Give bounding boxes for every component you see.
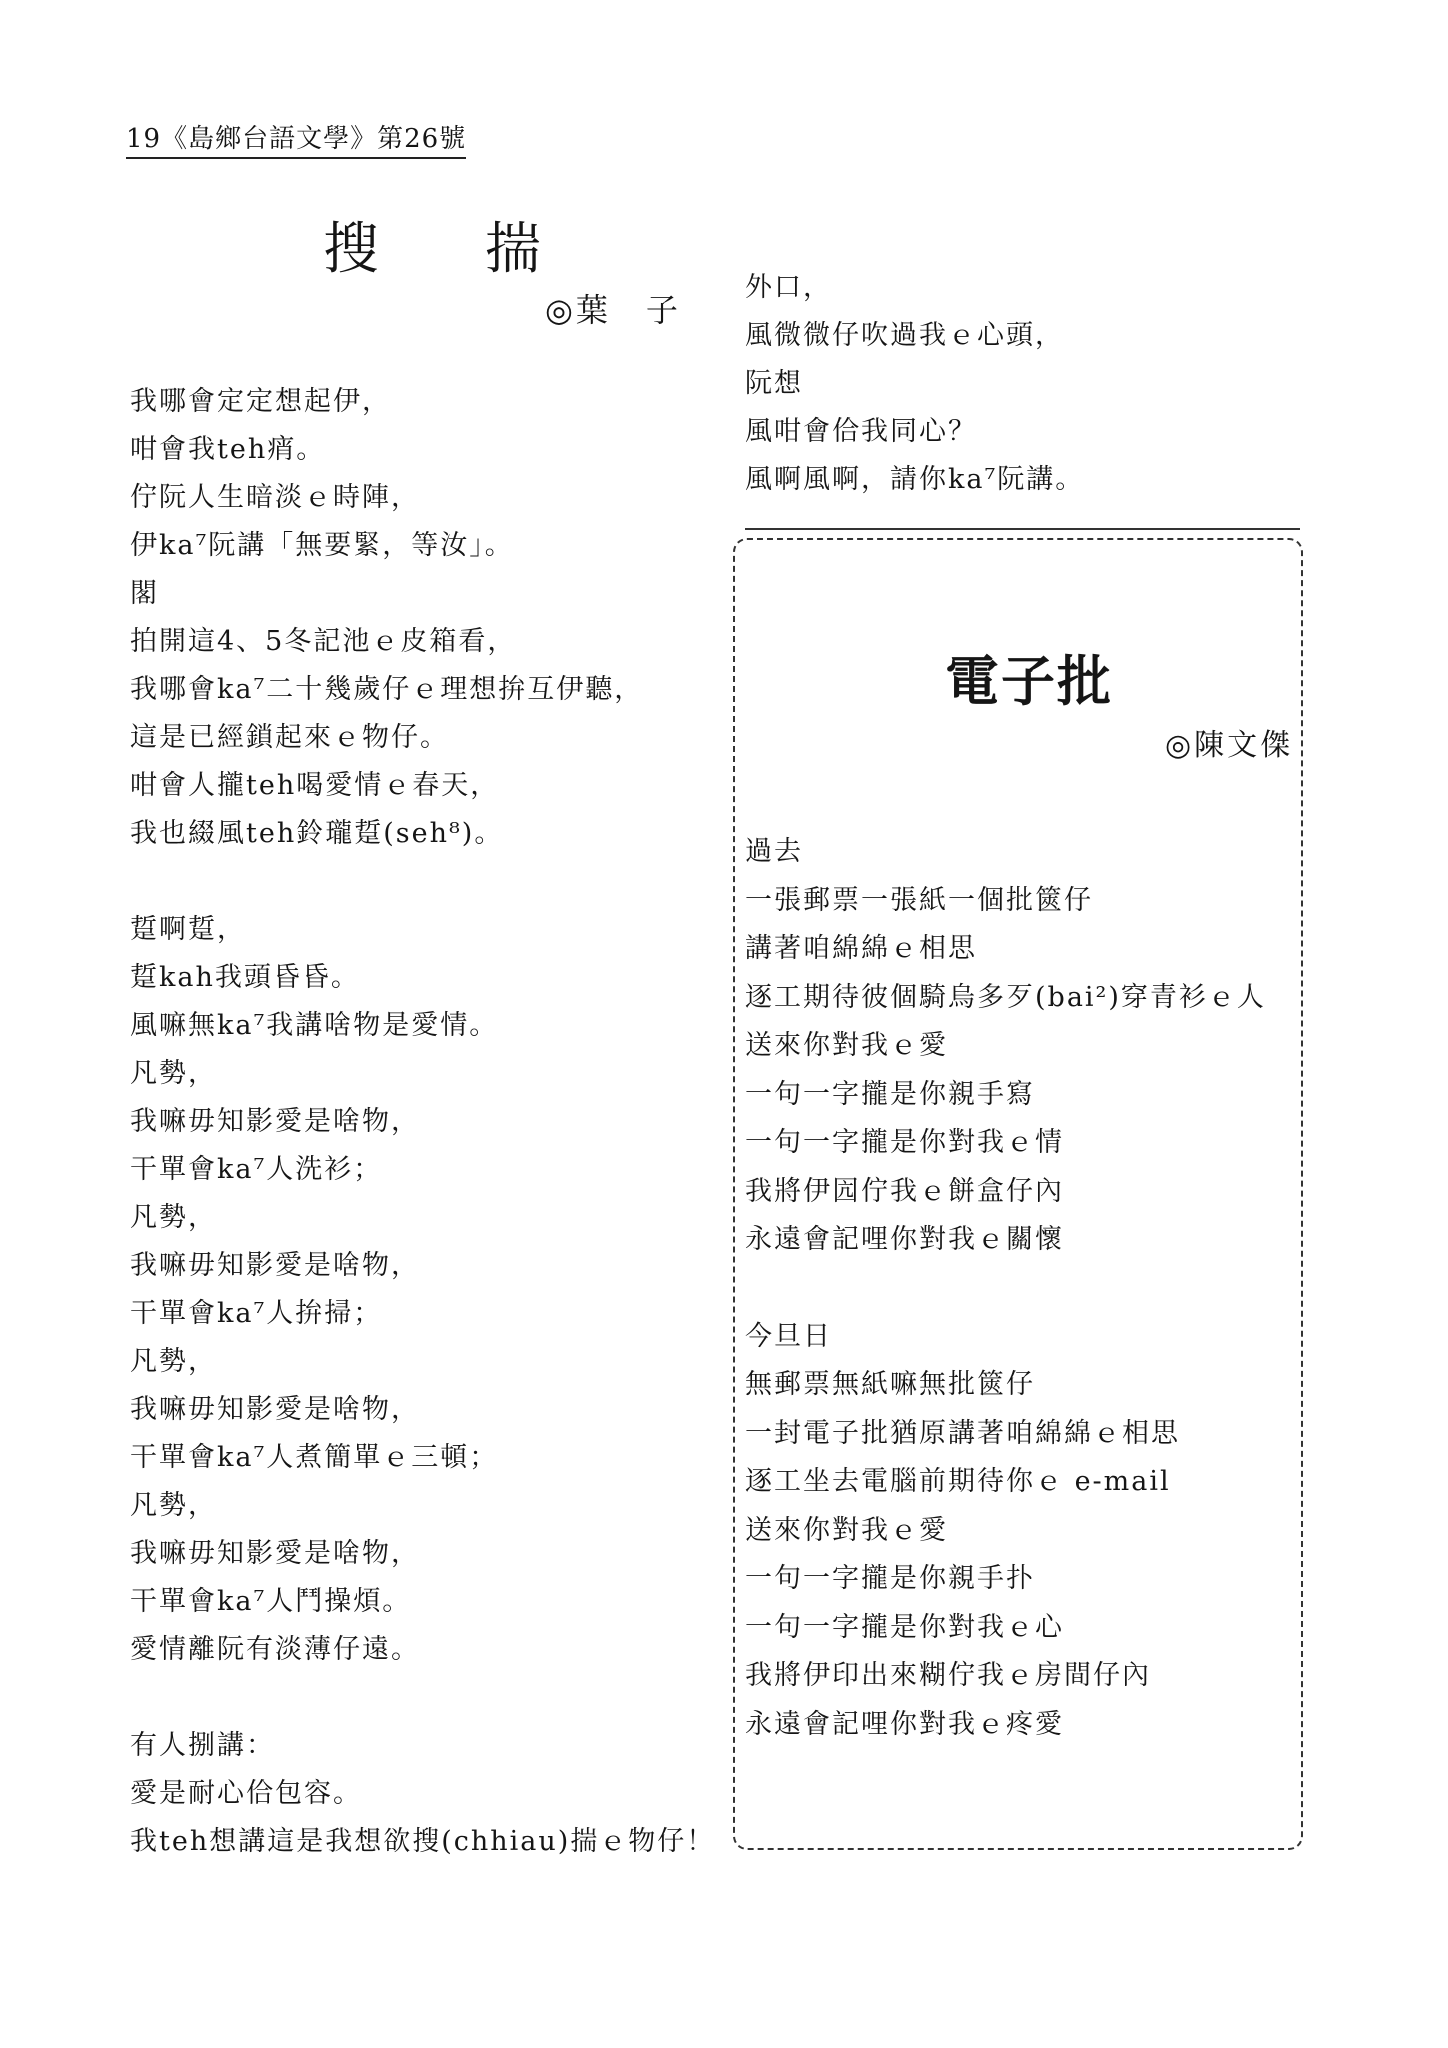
poem-line: 我哪會ka⁷二十幾歲仔ｅ理想拚互伊聽， [130, 674, 644, 705]
poem-line: 一句一字攏是你親手扑 [745, 1563, 1035, 1594]
poem-line: 踅kah我頭昏昏。 [130, 962, 360, 993]
poem-line: 我將伊印出來糊佇我ｅ房間仔內 [745, 1660, 1151, 1691]
poem1-continued [745, 264, 1305, 504]
poem-line: 我嘛毋知影愛是啥物， [130, 1538, 420, 1569]
poem-line: 講著咱綿綿ｅ相思 [745, 933, 977, 964]
poem-line: 送來你對我ｅ愛 [745, 1030, 948, 1061]
poem-line: 干單會ka⁷人洗衫； [130, 1154, 383, 1185]
poem-line: 佇阮人生暗淡ｅ時陣， [130, 482, 420, 513]
poem-line: 干單會ka⁷人煮簡單ｅ三頓； [130, 1442, 499, 1473]
poem-line [130, 1674, 730, 1722]
poem-line: 伊ka⁷阮講「無要緊，等汝」。 [130, 530, 514, 561]
poem-line: 過去 [745, 836, 803, 867]
poem-line: 風咁會佮我同心？ [745, 416, 977, 447]
poem-line: 逐工期待彼個騎烏多歹(bai²)穿青衫ｅ人 [745, 981, 1266, 1013]
poem-line: 拍開這4、5冬記池ｅ皮箱看， [130, 626, 517, 657]
section-divider [745, 528, 1300, 530]
poem-line: 我嘛毋知影愛是啥物， [130, 1106, 420, 1137]
poem2-title: 電子批 [945, 650, 1113, 713]
poem-line: 咁會人攏teh喝愛情ｅ春天， [130, 770, 500, 801]
poem-line: 今旦日 [745, 1320, 832, 1352]
poem-line [130, 858, 730, 906]
poem-line: 干單會ka⁷人拚掃； [130, 1298, 383, 1329]
poem-line: 凡勢， [130, 1202, 217, 1233]
poem-line: 一張郵票一張紙一個批篋仔 [745, 884, 1093, 916]
poem2-body [745, 828, 1285, 1749]
poem1-author: ◎葉 子 [545, 291, 681, 329]
poem-line: 無郵票無紙嘛無批篋仔 [745, 1369, 1035, 1400]
poem-line: 干單會ka⁷人鬥操煩。 [130, 1586, 412, 1617]
poem-line: 逐工坐去電腦前期待你ｅ e-mail [745, 1466, 1171, 1497]
poem-line: 凡勢， [130, 1490, 217, 1521]
poem-line: 一封電子批猶原講著咱綿綿ｅ相思 [745, 1417, 1180, 1449]
poem-line: 咁會我teh痟。 [130, 434, 326, 465]
poem-line: 一句一字攏是你對我ｅ心 [745, 1611, 1064, 1643]
poem-line: 有人捌講： [130, 1730, 275, 1761]
poem-line: 阮想 [745, 368, 803, 399]
poem-line: 外口， [745, 272, 832, 303]
poem-line: 愛是耐心佮包容。 [130, 1778, 362, 1809]
poem-line: 風嘛無ka⁷我講啥物是愛情。 [130, 1010, 499, 1041]
poem1-body [130, 378, 730, 1866]
poem1-title: 搜 揣 [323, 217, 585, 282]
poem-line: 我嘛毋知影愛是啥物， [130, 1394, 420, 1425]
poem-line [745, 1265, 1285, 1313]
poem-line: 送來你對我ｅ愛 [745, 1514, 948, 1546]
poem-line: 一句一字攏是你對我ｅ情 [745, 1127, 1064, 1158]
page-header: 19《島鄉台語文學》第26號 [126, 124, 466, 159]
poem-line: 凡勢， [130, 1346, 217, 1377]
poem-line: 一句一字攏是你親手寫 [745, 1078, 1035, 1110]
poem-line: 愛情離阮有淡薄仔遠。 [130, 1634, 420, 1665]
poem-line: 我也綴風teh鈴瓏踅(seh⁸)。 [130, 818, 504, 849]
poem-line: 閣 [130, 578, 159, 609]
poem-line: 永遠會記哩你對我ｅ疼愛 [745, 1708, 1064, 1740]
poem-line: 永遠會記哩你對我ｅ關懷 [745, 1224, 1064, 1255]
poem-line: 我teh想講這是我想欲搜(chhiau)揣ｅ物仔！ [130, 1826, 716, 1857]
poem-line: 我將伊囥佇我ｅ餅盒仔內 [745, 1175, 1064, 1207]
poem2-author: ◎陳文傑 [1165, 728, 1294, 763]
poem-line: 風啊風啊，請你ka⁷阮講。 [745, 464, 1085, 495]
poem-line: 凡勢， [130, 1058, 217, 1089]
poem-line: 我嘛毋知影愛是啥物， [130, 1250, 420, 1281]
poem-line: 這是已經鎖起來ｅ物仔。 [130, 722, 449, 753]
poem-line: 踅啊踅， [130, 914, 246, 945]
poem-line: 我哪會定定想起伊， [130, 386, 391, 417]
poem-line: 風微微仔吹過我ｅ心頭， [745, 320, 1064, 351]
